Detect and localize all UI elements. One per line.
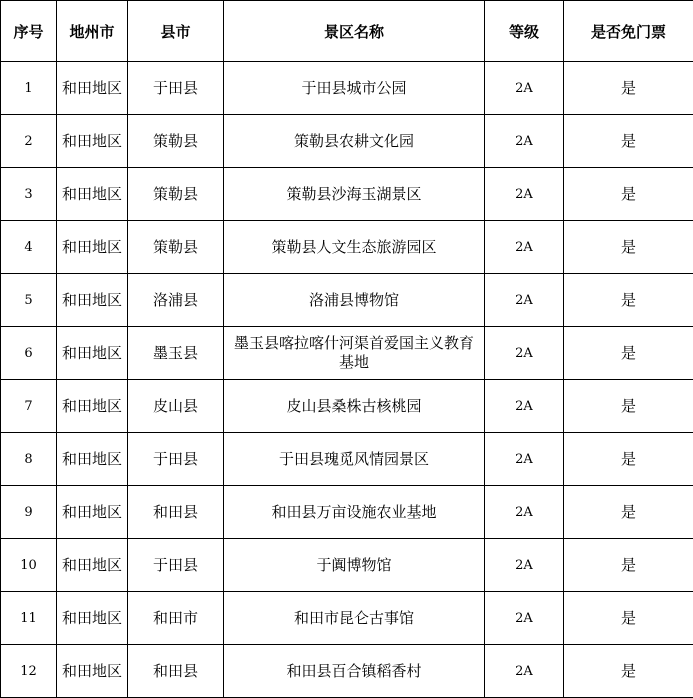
cell-scenic-name: 和田市昆仑古事馆 xyxy=(224,592,485,645)
cell-grade: 2A xyxy=(485,168,564,221)
cell-prefecture: 和田地区 xyxy=(57,62,128,115)
table-row xyxy=(1,62,693,115)
cell-serial-number: 4 xyxy=(1,221,57,274)
cell-serial-number: 5 xyxy=(1,274,57,327)
cell-scenic-name: 和田县万亩设施农业基地 xyxy=(224,486,485,539)
table-row xyxy=(1,380,693,433)
cell-free-admission: 是 xyxy=(564,539,693,592)
header-serial-number: 序号 xyxy=(1,1,57,62)
cell-free-admission: 是 xyxy=(564,592,693,645)
cell-free-admission: 是 xyxy=(564,380,693,433)
table-row xyxy=(1,433,693,486)
cell-scenic-name: 洛浦县博物馆 xyxy=(224,274,485,327)
table-row xyxy=(1,221,693,274)
cell-serial-number: 2 xyxy=(1,115,57,168)
table-row xyxy=(1,592,693,645)
cell-scenic-name: 皮山县桑株古核桃园 xyxy=(224,380,485,433)
cell-county: 和田县 xyxy=(128,486,224,539)
header-grade: 等级 xyxy=(485,1,564,62)
table-row xyxy=(1,274,693,327)
cell-serial-number: 12 xyxy=(1,645,57,698)
cell-grade: 2A xyxy=(485,380,564,433)
cell-free-admission: 是 xyxy=(564,327,693,380)
cell-serial-number: 7 xyxy=(1,380,57,433)
cell-grade: 2A xyxy=(485,115,564,168)
cell-prefecture: 和田地区 xyxy=(57,327,128,380)
cell-grade: 2A xyxy=(485,274,564,327)
cell-county: 皮山县 xyxy=(128,380,224,433)
cell-serial-number: 1 xyxy=(1,62,57,115)
cell-scenic-name: 策勒县人文生态旅游园区 xyxy=(224,221,485,274)
cell-scenic-name: 和田县百合镇稻香村 xyxy=(224,645,485,698)
cell-grade: 2A xyxy=(485,221,564,274)
cell-grade: 2A xyxy=(485,539,564,592)
cell-grade: 2A xyxy=(485,62,564,115)
header-scenic-name: 景区名称 xyxy=(224,1,485,62)
cell-county: 墨玉县 xyxy=(128,327,224,380)
cell-serial-number: 8 xyxy=(1,433,57,486)
cell-county: 洛浦县 xyxy=(128,274,224,327)
cell-grade: 2A xyxy=(485,327,564,380)
cell-serial-number: 6 xyxy=(1,327,57,380)
table-row xyxy=(1,486,693,539)
table-row xyxy=(1,168,693,221)
cell-free-admission: 是 xyxy=(564,645,693,698)
cell-free-admission: 是 xyxy=(564,221,693,274)
cell-scenic-name: 于田县瑰觅风情园景区 xyxy=(224,433,485,486)
table-row xyxy=(1,645,693,698)
table-header-row xyxy=(1,1,693,62)
cell-grade: 2A xyxy=(485,592,564,645)
cell-grade: 2A xyxy=(485,486,564,539)
header-prefecture: 地州市 xyxy=(57,1,128,62)
cell-prefecture: 和田地区 xyxy=(57,645,128,698)
cell-free-admission: 是 xyxy=(564,433,693,486)
table-row xyxy=(1,115,693,168)
cell-county: 和田县 xyxy=(128,645,224,698)
cell-prefecture: 和田地区 xyxy=(57,380,128,433)
cell-county: 策勒县 xyxy=(128,115,224,168)
cell-free-admission: 是 xyxy=(564,62,693,115)
cell-prefecture: 和田地区 xyxy=(57,433,128,486)
cell-serial-number: 3 xyxy=(1,168,57,221)
cell-scenic-name: 于田县城市公园 xyxy=(224,62,485,115)
cell-prefecture: 和田地区 xyxy=(57,115,128,168)
cell-grade: 2A xyxy=(485,645,564,698)
cell-free-admission: 是 xyxy=(564,486,693,539)
cell-free-admission: 是 xyxy=(564,168,693,221)
cell-prefecture: 和田地区 xyxy=(57,539,128,592)
cell-serial-number: 9 xyxy=(1,486,57,539)
cell-serial-number: 11 xyxy=(1,592,57,645)
cell-county: 和田市 xyxy=(128,592,224,645)
cell-prefecture: 和田地区 xyxy=(57,221,128,274)
cell-county: 策勒县 xyxy=(128,221,224,274)
cell-county: 策勒县 xyxy=(128,168,224,221)
cell-prefecture: 和田地区 xyxy=(57,168,128,221)
table-row xyxy=(1,327,693,380)
cell-serial-number: 10 xyxy=(1,539,57,592)
header-free-admission: 是否免门票 xyxy=(564,1,693,62)
cell-grade: 2A xyxy=(485,433,564,486)
cell-prefecture: 和田地区 xyxy=(57,592,128,645)
cell-free-admission: 是 xyxy=(564,115,693,168)
cell-county: 于田县 xyxy=(128,433,224,486)
cell-county: 于田县 xyxy=(128,62,224,115)
cell-free-admission: 是 xyxy=(564,274,693,327)
cell-county: 于田县 xyxy=(128,539,224,592)
cell-prefecture: 和田地区 xyxy=(57,274,128,327)
cell-scenic-name: 策勒县沙海玉湖景区 xyxy=(224,168,485,221)
cell-scenic-name: 于阗博物馆 xyxy=(224,539,485,592)
cell-prefecture: 和田地区 xyxy=(57,486,128,539)
cell-scenic-name: 策勒县农耕文化园 xyxy=(224,115,485,168)
header-county: 县市 xyxy=(128,1,224,62)
table-row xyxy=(1,539,693,592)
cell-scenic-name: 墨玉县喀拉喀什河渠首爱国主义教育基地 xyxy=(224,327,485,380)
